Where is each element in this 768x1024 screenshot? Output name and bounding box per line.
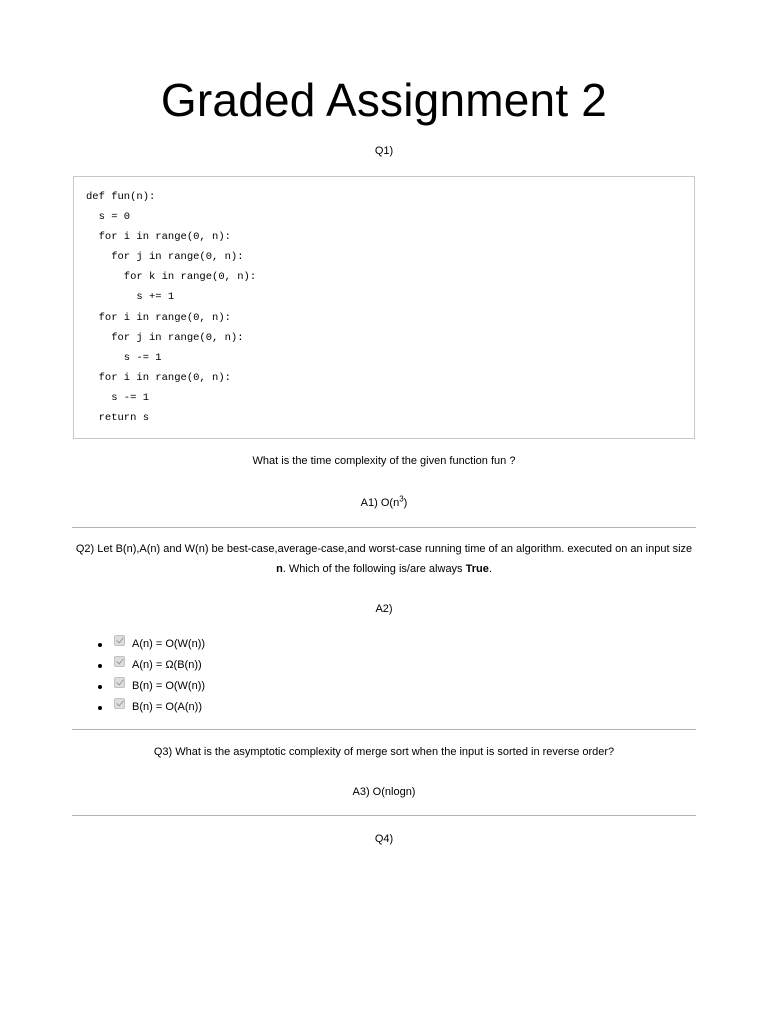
q1-question: What is the time complexity of the given function fun ? — [252, 455, 516, 467]
code-line: for j in range(0, n): — [86, 331, 244, 344]
checkbox-checked-icon[interactable] — [114, 677, 125, 688]
code-line: s -= 1 — [86, 351, 162, 364]
q4-label: Q4) — [374, 833, 394, 845]
code-line: s -= 1 — [86, 391, 150, 404]
code-line: for k in range(0, n): — [86, 271, 257, 284]
option-label: A(n) = Ω(B(n)) — [132, 658, 202, 671]
q2-question-text: Q2) Let B(n),A(n) and W(n) be best-case,average-case,and worst-case running time of an algorithm. executed on an input size — [75, 543, 693, 555]
checkbox-checked-icon[interactable] — [114, 635, 125, 646]
option-label: B(n) = O(A(n)) — [132, 700, 202, 713]
code-line: for i in range(0, n): — [86, 231, 231, 244]
list-item — [98, 675, 205, 696]
q2-question — [72, 539, 696, 579]
divider — [72, 729, 696, 730]
list-item — [98, 633, 205, 654]
bullet-icon — [98, 643, 102, 647]
list-item — [98, 654, 205, 675]
q3-question: Q3) What is the asymptotic complexity of merge sort when the input is sorted in reverse order? — [153, 746, 615, 758]
q2-question-text: . Which of the following is/are always — [282, 563, 466, 575]
page-title: Graded Assignment 2 — [160, 74, 608, 126]
q3-answer: A3) O(nlogn) — [352, 786, 416, 798]
q2-question-text: . — [488, 563, 492, 575]
q1-answer — [72, 493, 696, 513]
option-label: A(n) = O(W(n)) — [132, 637, 206, 650]
code-line: s = 0 — [86, 211, 131, 224]
checkbox-checked-icon[interactable] — [114, 698, 125, 709]
bullet-icon — [98, 664, 102, 668]
q2-options-list — [98, 633, 205, 717]
bullet-icon — [98, 706, 102, 710]
code-block — [73, 176, 695, 439]
option-label: B(n) = O(W(n)) — [132, 679, 206, 692]
code-line: s += 1 — [86, 291, 175, 304]
q1-answer-prefix: A1) O(n — [360, 497, 400, 509]
q1-answer-exponent: 3 — [399, 494, 404, 504]
code-line: for i in range(0, n): — [86, 311, 231, 324]
checkbox-checked-icon[interactable] — [114, 656, 125, 667]
list-item — [98, 696, 205, 717]
q1-answer-suffix: ) — [403, 497, 408, 509]
q2-answer-label: A2) — [375, 603, 393, 615]
q1-label: Q1) — [374, 145, 394, 157]
code-line: def fun(n): — [86, 191, 156, 203]
q2-question-bold: True — [465, 563, 489, 575]
code-line: for i in range(0, n): — [86, 371, 231, 384]
divider — [72, 815, 696, 816]
divider — [72, 527, 696, 528]
q2-question-bold: n — [276, 563, 283, 575]
code-line: return s — [86, 412, 150, 425]
code-line: for j in range(0, n): — [86, 251, 244, 264]
bullet-icon — [98, 685, 102, 689]
